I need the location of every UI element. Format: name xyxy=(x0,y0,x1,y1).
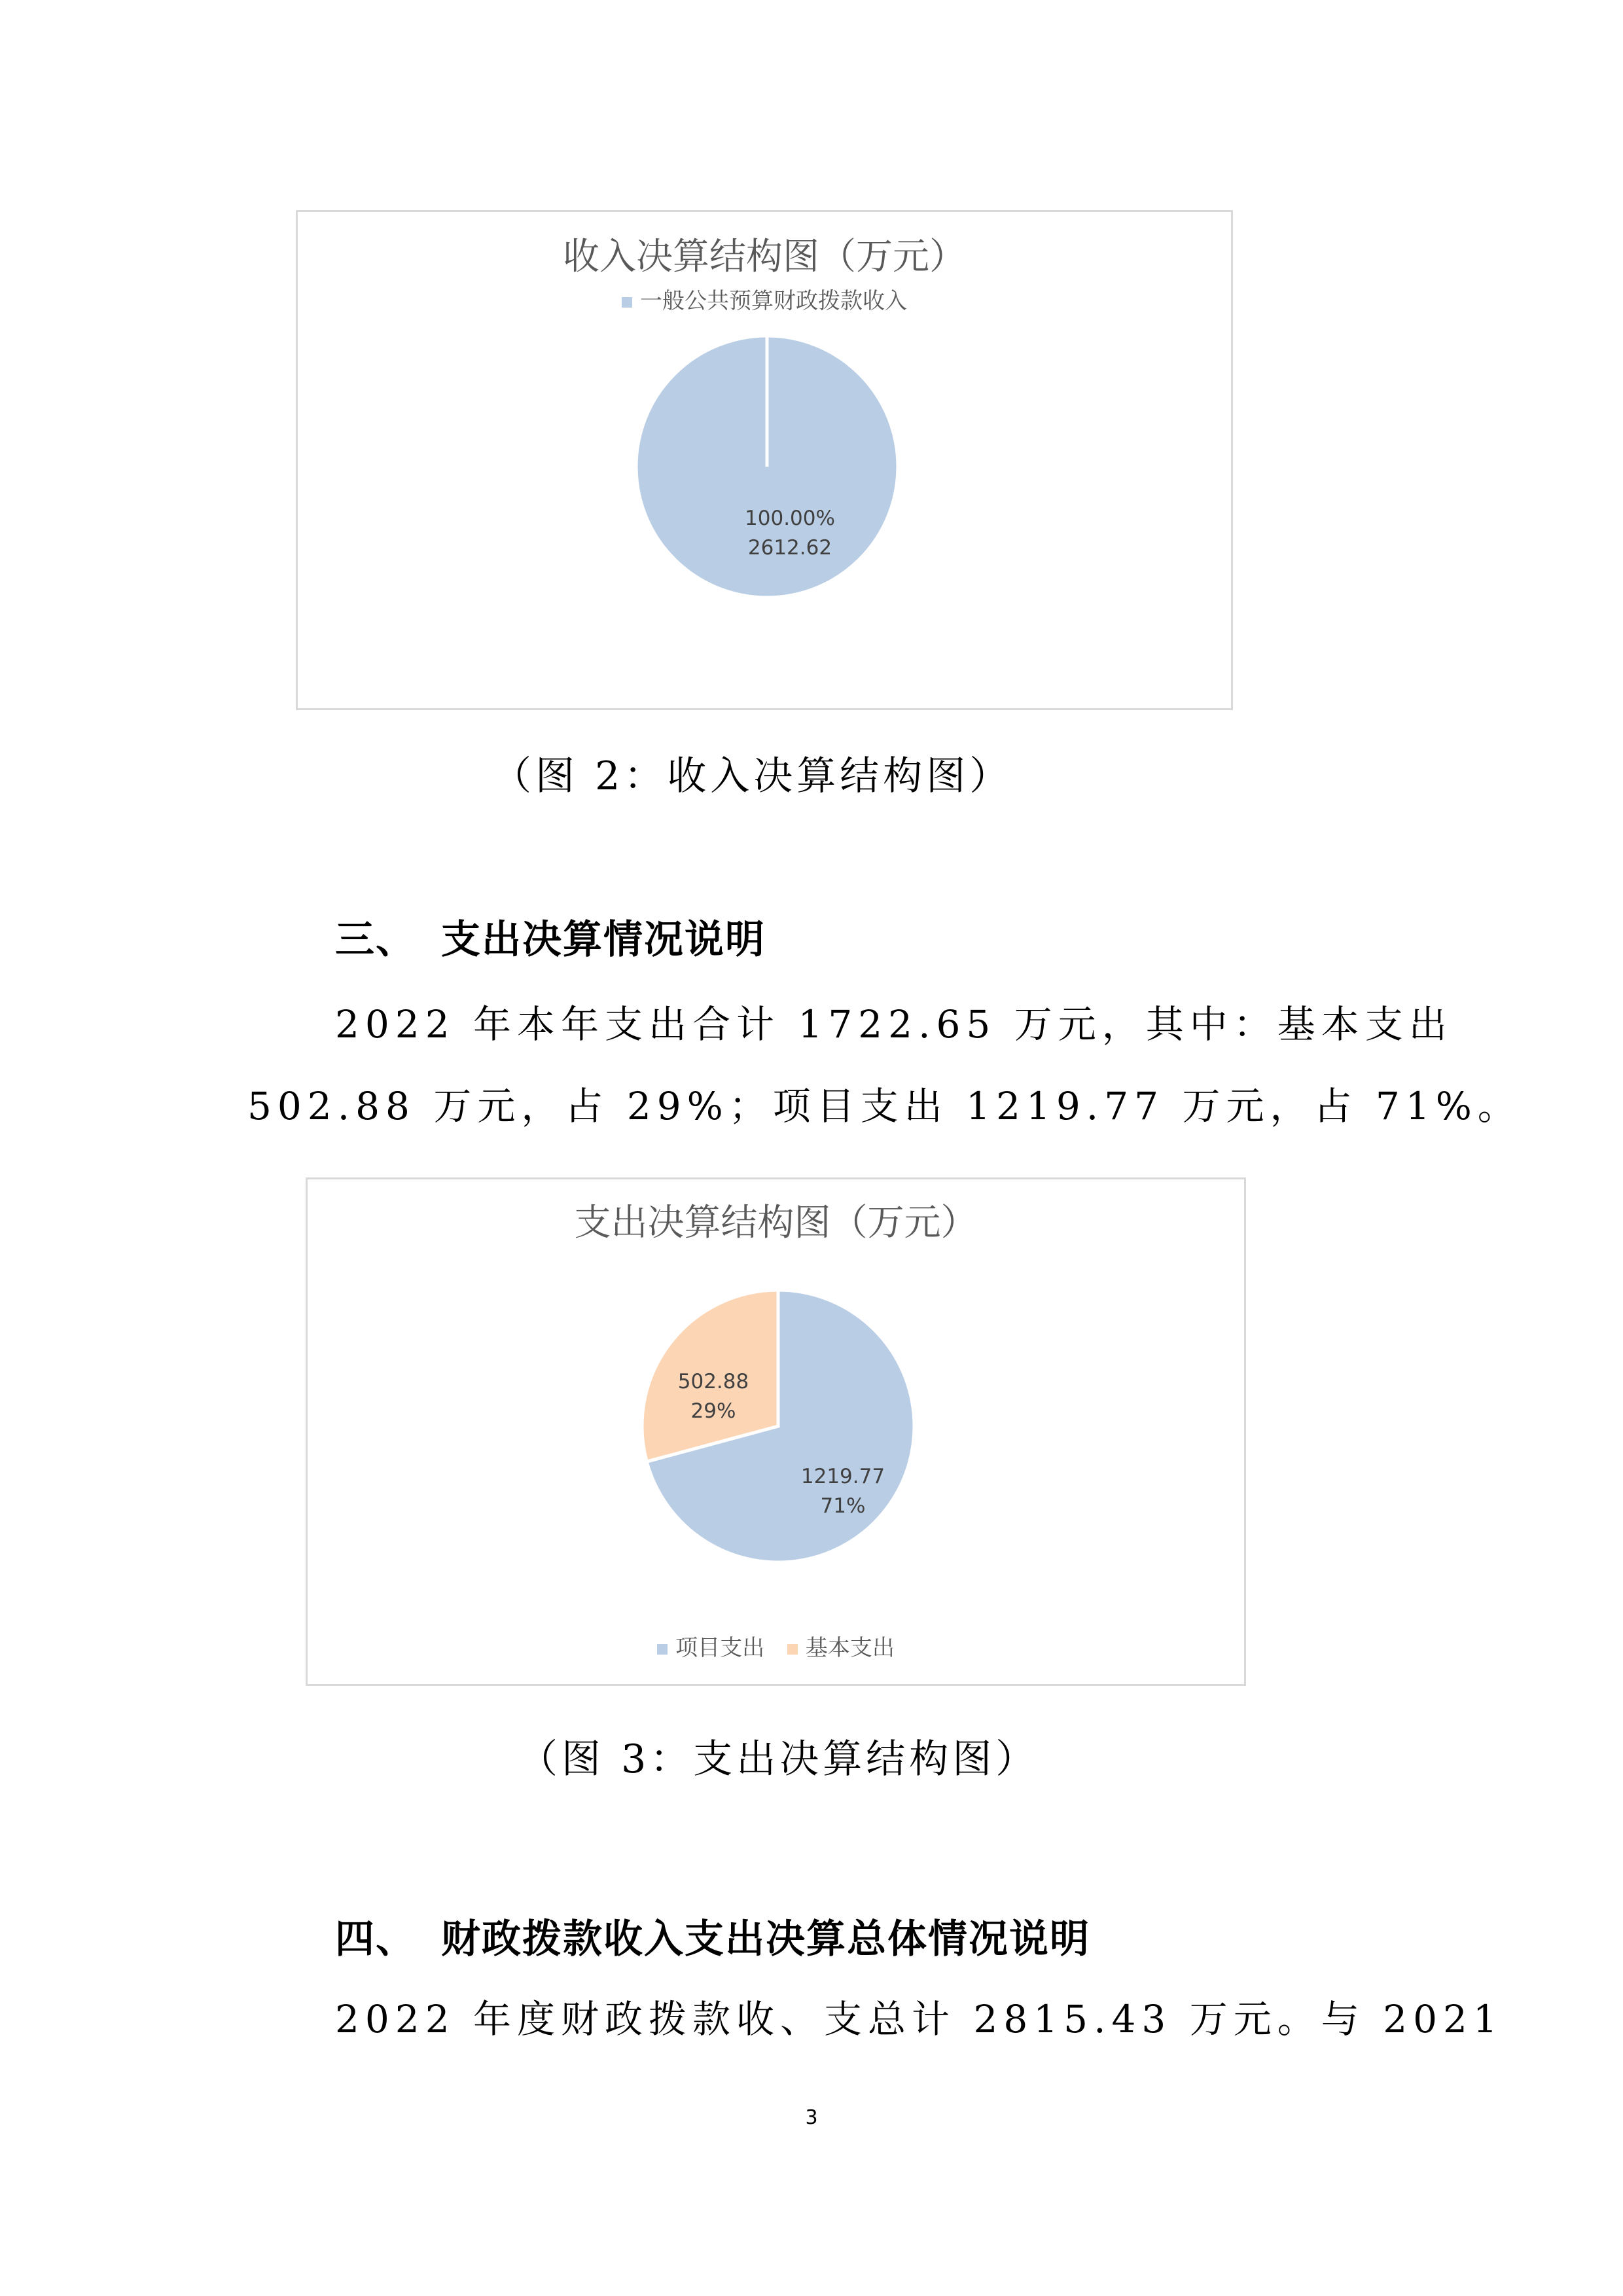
section-number: 三、 xyxy=(335,917,416,963)
legend-item-project-expense xyxy=(657,1630,764,1662)
income-chart-title: 收入决算结构图（万元） xyxy=(563,236,966,278)
expense-pie-svg xyxy=(308,1179,1244,1684)
slice-label-1-1: 100.00% xyxy=(745,507,835,530)
legend-label: 基本支出 xyxy=(805,1635,895,1661)
expense-paragraph-line-1: 2022 年本年支出合计 1722.65 万元，其中：基本支出 xyxy=(335,1002,1453,1047)
slice-label-2-2: 29% xyxy=(690,1399,736,1423)
legend-label: 一般公共预算财政拨款收入 xyxy=(640,288,907,314)
legend-swatch xyxy=(657,1644,668,1655)
expense-paragraph-line-2: 502.88 万元，占 29%；项目支出 1219.77 万元，占 71%。 xyxy=(247,1084,1522,1128)
legend-swatch xyxy=(787,1644,798,1655)
expense-chart-title: 支出决算结构图（万元） xyxy=(574,1202,978,1244)
income-structure-chart xyxy=(296,210,1233,710)
section-heading-fiscal-appropriation xyxy=(335,1908,1090,1964)
legend-item-basic-expense xyxy=(787,1630,895,1662)
expense-structure-chart xyxy=(306,1177,1246,1686)
page-number: 3 xyxy=(805,2106,818,2129)
expense-chart-caption: （图 3：支出决算结构图） xyxy=(518,1736,1039,1782)
income-chart-caption: （图 2：收入决算结构图） xyxy=(492,753,1013,799)
slice-label-1-2: 71% xyxy=(820,1494,866,1518)
legend-label: 项目支出 xyxy=(675,1635,765,1661)
section-title: 财政拨款收入支出决算总体情况说明 xyxy=(441,1916,1090,1962)
section-heading-expense xyxy=(335,908,766,965)
expense-chart-legend xyxy=(308,1630,1244,1662)
section-title: 支出决算情况说明 xyxy=(441,917,766,963)
section-number: 四、 xyxy=(335,1916,416,1962)
slice-label-1-2: 2612.62 xyxy=(747,536,832,560)
slice-label-1-1: 1219.77 xyxy=(800,1465,885,1488)
slice-label-2-1: 502.88 xyxy=(677,1370,749,1393)
income-pie-svg xyxy=(298,212,1231,708)
fiscal-paragraph-line-1: 2022 年度财政拨款收、支总计 2815.43 万元。与 2021 xyxy=(335,1997,1503,2041)
